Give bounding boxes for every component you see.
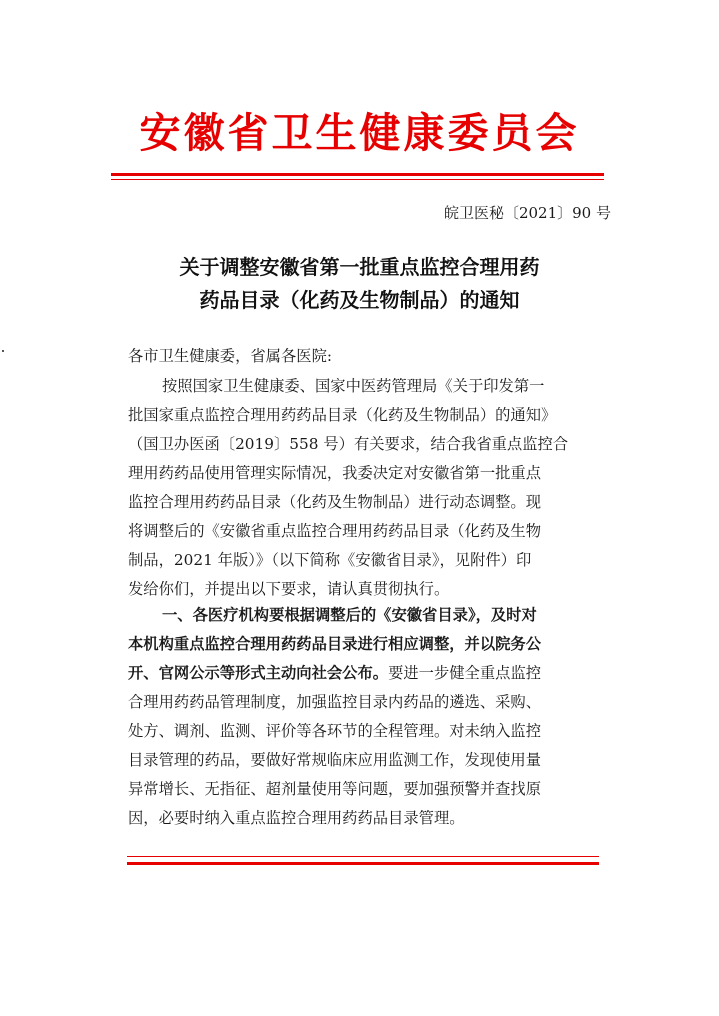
body-line: 异常增长、无指征、超剂量使用等问题，要加强预警并查找原: [128, 780, 542, 798]
scan-mark: [2, 350, 4, 352]
requirement-heading: 一、各医疗机构要根据调整后的《安徽省目录》，及时对: [162, 606, 537, 624]
letterhead-rule-top: [111, 173, 604, 176]
document-title-line-2: 药品目录（化药及生物制品）的通知: [199, 288, 520, 312]
footer-rule-bottom: [127, 862, 599, 865]
document-title-line-1: 关于调整安徽省第一批重点监控合理用药: [179, 255, 540, 279]
document-number: 皖卫医秘〔2021〕90 号: [443, 204, 611, 222]
salutation: 各市卫生健康委，省属各医院:: [128, 347, 333, 365]
body-line: 批国家重点监控合理用药药品目录（化药及生物制品）的通知》: [128, 406, 557, 424]
footer-rule-top: [127, 856, 599, 857]
body-line: 处方、调剂、监测、评价等各环节的全程管理。对未纳入监控: [128, 722, 542, 740]
requirement-heading-end: 开、官网公示等形式主动向社会公布。: [128, 664, 389, 682]
body-line: 监控合理用药药品目录（化药及生物制品）进行动态调整。现: [128, 493, 542, 511]
body-line: 目录管理的药品，要做好常规临床应用监测工作，发现使用量: [128, 751, 542, 769]
body-line: 按照国家卫生健康委、国家中医药管理局《关于印发第一: [162, 377, 545, 395]
body-line: 制品，2021 年版）》（以下简称《安徽省目录》，见附件）印: [128, 551, 532, 569]
body-line: 合理用药药品管理制度，加强监控目录内药品的遴选、采购、: [128, 693, 542, 711]
body-line: 因，必要时纳入重点监控合理用药药品目录管理。: [128, 809, 465, 827]
body-line: 理用药药品使用管理实际情况，我委决定对安徽省第一批重点: [128, 464, 542, 482]
organization-letterhead: 安徽省卫生健康委员会: [139, 109, 580, 157]
body-line: （国卫办医函〔2019〕558 号）有关要求，结合我省重点监控合: [128, 435, 569, 453]
requirement-body-start: 要进一步健全重点监控: [388, 664, 542, 682]
requirement-heading: 本机构重点监控合理用药药品目录进行相应调整，并以院务公: [128, 635, 542, 653]
body-line: 将调整后的《安徽省重点监控合理用药药品目录（化药及生物: [128, 522, 542, 540]
letterhead-rule-bottom: [111, 179, 604, 180]
requirement-line-mixed: [128, 661, 541, 685]
body-line: 发给你们，并提出以下要求，请认真贯彻执行。: [128, 580, 450, 598]
